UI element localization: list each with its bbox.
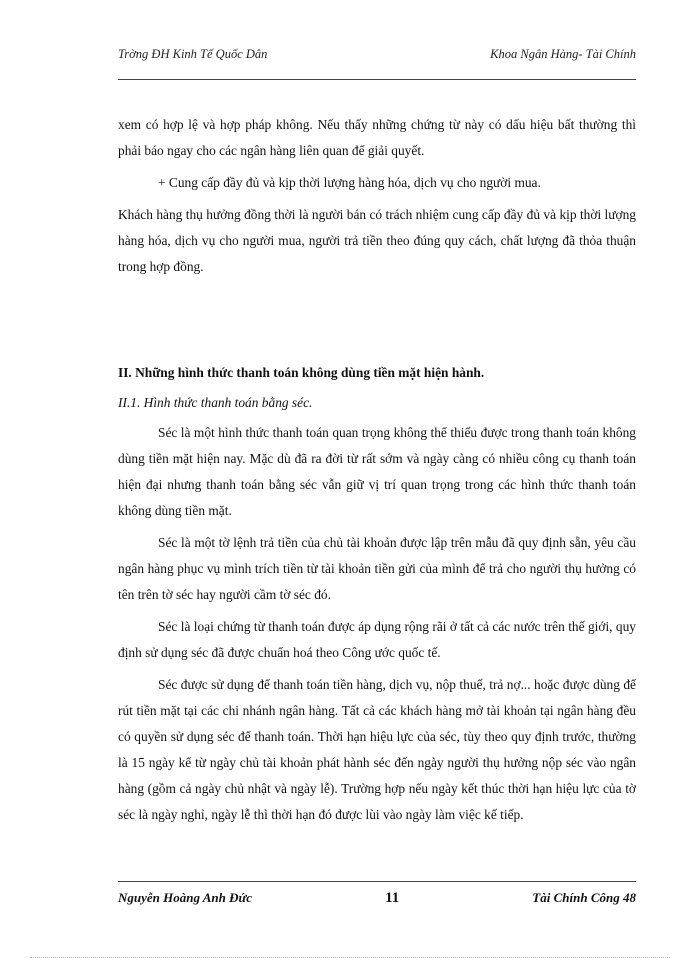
paragraph-cheque-international: Séc là loại chứng từ thanh toán được áp dụng rộng rãi ở tất cả các nước trên thế giới, quy định sử dụng séc đã được chuẩn hoá theo Công ước quốc tế. (118, 619, 636, 660)
header-faculty: Khoa Ngân Hàng- Tài Chính (490, 47, 636, 61)
paragraph-cheque-definition: Séc là một tờ lệnh trả tiền của chủ tài khoản được lập trên mẫu đã quy định sẵn, yêu cầu ngân hàng phục vụ mình trích tiền từ tài khoản tiền gửi của mình để trả cho người thụ hưởng có tên trên tờ séc hay người cầm tờ séc đó. (118, 535, 636, 602)
page-header (118, 47, 636, 62)
paragraph-bullet: + Cung cấp đầy đủ và kịp thời lượng hàng hóa, dịch vụ cho người mua. (158, 175, 541, 190)
page-footer (118, 890, 636, 907)
paragraph-cheque-intro: Séc là một hình thức thanh toán quan trọng không thể thiếu được trong thanh toán không dùng tiền mặt hiện nay. Mặc dù đã ra đời từ rất sớm và ngày càng có nhiều công cụ thanh toán hiện đại nhưng thanh toán bằng séc vẫn giữ vị trí quan trọng trong các hình thức thanh toán không dùng tiền mặt. (118, 425, 636, 518)
subsection-heading: II.1. Hình thức thanh toán bằng séc. (118, 395, 313, 410)
footer-author: Nguyễn Hoàng Anh Đức (118, 890, 253, 905)
paragraph-beneficiary: Khách hàng thụ hưởng đồng thời là người bán có trách nhiệm cung cấp đầy đủ và kịp thời lượng hàng hóa, dịch vụ cho người mua, người trả tiền theo đúng quy cách, chất lượng đã thỏa thuận trong hợp đồng. (118, 207, 636, 274)
header-divider (118, 79, 636, 80)
header-university: Trờng ĐH Kinh Tế Quốc Dân (118, 47, 268, 61)
paragraph-cheque-usage: Séc được sử dụng để thanh toán tiền hàng, dịch vụ, nộp thuế, trả nợ... hoặc được dùng để rút tiền mặt tại các chi nhánh ngân hàng. Tất cả các khách hàng mở tài khoản tại ngân hàng đều có quyền sử dụng séc để thanh toán. Thời hạn hiệu lực của séc, tùy theo quy định trước, thường là 15 ngày kể từ ngày chủ tài khoản phát hành séc đến ngày người thụ hưởng nộp séc vào ngân hàng (gồm cả ngày chủ nhật và ngày lễ). Trường hợp nếu ngày kết thúc thời hạn hiệu lực của tờ séc là ngày nghỉ, ngày lễ thì thời hạn đó được lùi vào ngày làm việc kế tiếp. (118, 677, 636, 822)
footer-divider (118, 881, 636, 882)
section-heading: II. Những hình thức thanh toán không dùng tiền mặt hiện hành. (118, 365, 485, 380)
page-body (118, 112, 636, 828)
footer-course: Tài Chính Công 48 (532, 890, 636, 905)
paragraph-continued: xem có hợp lệ và hợp pháp không. Nếu thấy những chứng từ này có dấu hiệu bất thường thì phải báo ngay cho các ngân hàng liên quan để giải quyết. (118, 117, 636, 158)
page-number: 11 (385, 890, 400, 906)
page-edge-divider (30, 957, 670, 958)
